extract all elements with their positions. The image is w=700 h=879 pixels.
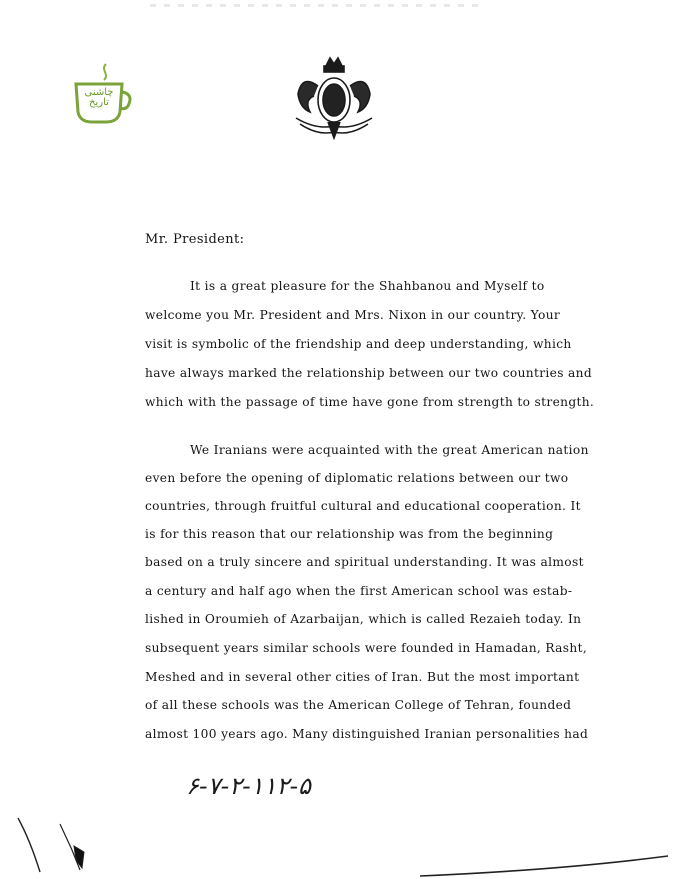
body-line: even before the opening of diplomatic relations between our two	[145, 471, 569, 485]
body-line: Meshed and in several other cities of Iran. But the most important	[145, 670, 580, 684]
body-line: have always marked the relationship between our two countries and	[145, 366, 592, 380]
body-line: almost 100 years ago. Many distinguished Iranian personalities had	[145, 727, 589, 741]
royal-emblem-icon	[288, 56, 380, 140]
body-line: based on a truly sincere and spiritual understanding. It was almost	[145, 555, 584, 569]
body-line: which with the passage of time have gone from strength to strength.	[145, 395, 595, 409]
body-line: subsequent years similar schools were founded in Hamadan, Rasht,	[145, 641, 588, 655]
body-line: countries, through fruitful cultural and educational cooperation. It	[145, 499, 581, 513]
scan-edge-marks	[0, 810, 700, 879]
body-line: visit is symbolic of the friendship and deep understanding, which	[145, 337, 572, 351]
body-line: a century and half ago when the first American school was estab-	[145, 584, 573, 598]
watermark-logo	[70, 62, 138, 130]
salutation: Mr. President:	[145, 232, 245, 247]
logo-text: چاشنی تاریخ	[84, 87, 114, 108]
body-line: welcome you Mr. President and Mrs. Nixon in our country. Your	[145, 308, 561, 322]
body-line: lished in Oroumieh of Azarbaijan, which is called Rezaieh today. In	[145, 612, 582, 626]
scan-artifact	[150, 4, 480, 7]
body-line: It is a great pleasure for the Shahbanou and Myself to	[190, 279, 545, 293]
body-line: We Iranians were acquainted with the great American nation	[190, 443, 589, 457]
handwritten-reference-number	[186, 770, 356, 806]
body-line: is for this reason that our relationship was from the beginning	[145, 527, 554, 541]
body-line: of all these schools was the American College of Tehran, founded	[145, 698, 572, 712]
reference-number: ۶-۷-۲-۱۱۲-۵	[186, 772, 311, 800]
